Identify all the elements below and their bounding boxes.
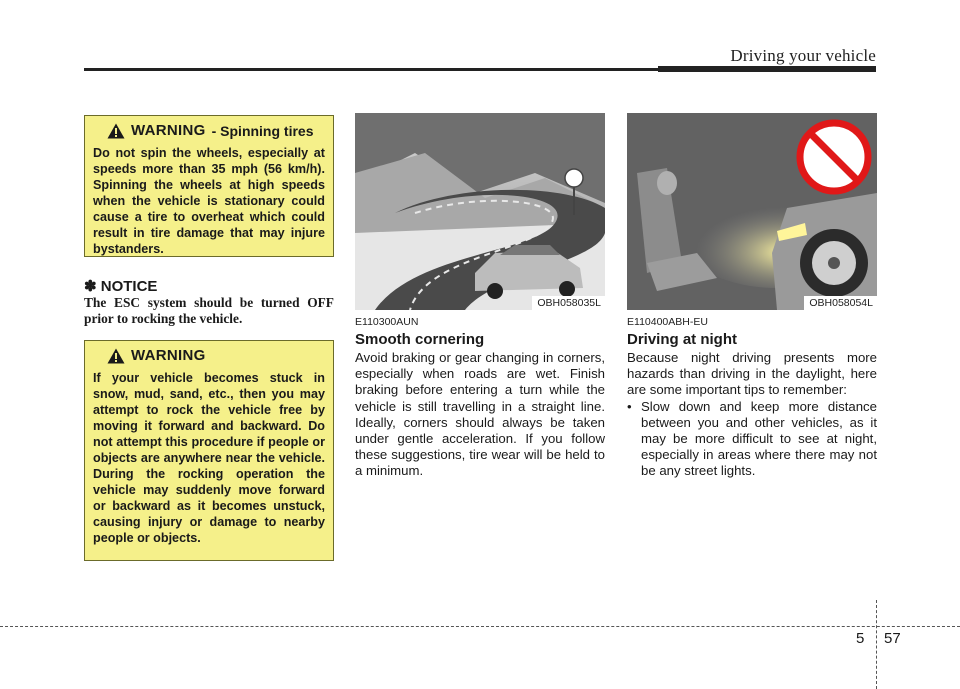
winding-road-image	[355, 113, 605, 310]
warning-text: If your vehicle becomes stuck in snow, mud, sand, etc., then you may attempt to rock the vehicle free by moving it forward and backward. Do not attempt this procedure if people or objects are anywhere near the vehicle. During the rocking operation the vehicle may suddenly move forward or backward as it becomes unstuck, causing injury or damage to nearby people or objects.	[93, 371, 325, 545]
notice-title	[84, 277, 157, 295]
section-title-driving-at-night: Driving at night	[627, 331, 737, 348]
section-title-smooth-cornering: Smooth cornering	[355, 331, 485, 348]
image-code: OBH058035L	[532, 296, 605, 310]
notice-symbol-icon: ✽	[84, 278, 97, 295]
section-ref-code: E110300AUN	[355, 316, 419, 328]
header-rule-accent	[658, 66, 876, 72]
footer-divider	[876, 600, 877, 689]
list-item	[627, 399, 877, 480]
night-body-text	[627, 350, 877, 480]
chapter-title: Driving your vehicle	[730, 46, 876, 65]
warning-header	[107, 347, 325, 364]
night-driving-image	[627, 113, 877, 310]
list-item-text: Slow down and keep more distance between you and other vehicles, as it may be more difficult to see at night, especially in areas where there may not be any street lights.	[641, 398, 877, 479]
bullet-icon: •	[627, 398, 632, 414]
warning-triangle-icon	[107, 348, 125, 364]
warning-stuck-vehicle-box	[84, 340, 334, 561]
night-driving-illustration	[627, 113, 877, 310]
cornering-illustration	[355, 113, 605, 310]
notice-text: The ESC system should be turned OFF prior to rocking the vehicle.	[84, 295, 334, 326]
warning-header	[107, 122, 325, 139]
night-intro-text: Because night driving presents more hazards than driving in the daylight, here are some important tips to remember:	[627, 350, 877, 398]
cornering-body-text: Avoid braking or gear changing in corners, especially when roads are wet. Finish braking before entering a turn while the vehicle is still travelling in a straight line. Ideally, corners should always be taken under gentle acceleration. If you follow these suggestions, tire wear will be held to a minimum.	[355, 350, 605, 479]
warning-label: WARNING	[131, 122, 206, 139]
section-ref-code: E110400ABH-EU	[627, 316, 708, 328]
warning-text: Do not spin the wheels, especially at speeds more than 35 mph (56 km/h). Spinning the wheels at high speeds when the vehicle is stationary could cause a tire to overheat which could result in tire damage that may injure bystanders.	[93, 146, 325, 256]
notice-label: NOTICE	[100, 278, 158, 295]
page-number: 57	[884, 630, 901, 647]
warning-triangle-icon	[107, 123, 125, 139]
car-front-icon	[772, 193, 877, 310]
warning-subtitle: - Spinning tires	[211, 122, 314, 139]
header-rule	[84, 68, 658, 71]
page-chapter-number: 5	[856, 630, 865, 647]
prohibited-icon	[800, 123, 868, 191]
warning-label: WARNING	[131, 347, 206, 364]
footer-rule	[0, 626, 960, 627]
image-code: OBH058054L	[804, 296, 877, 310]
warning-spinning-tires-box	[84, 115, 334, 257]
